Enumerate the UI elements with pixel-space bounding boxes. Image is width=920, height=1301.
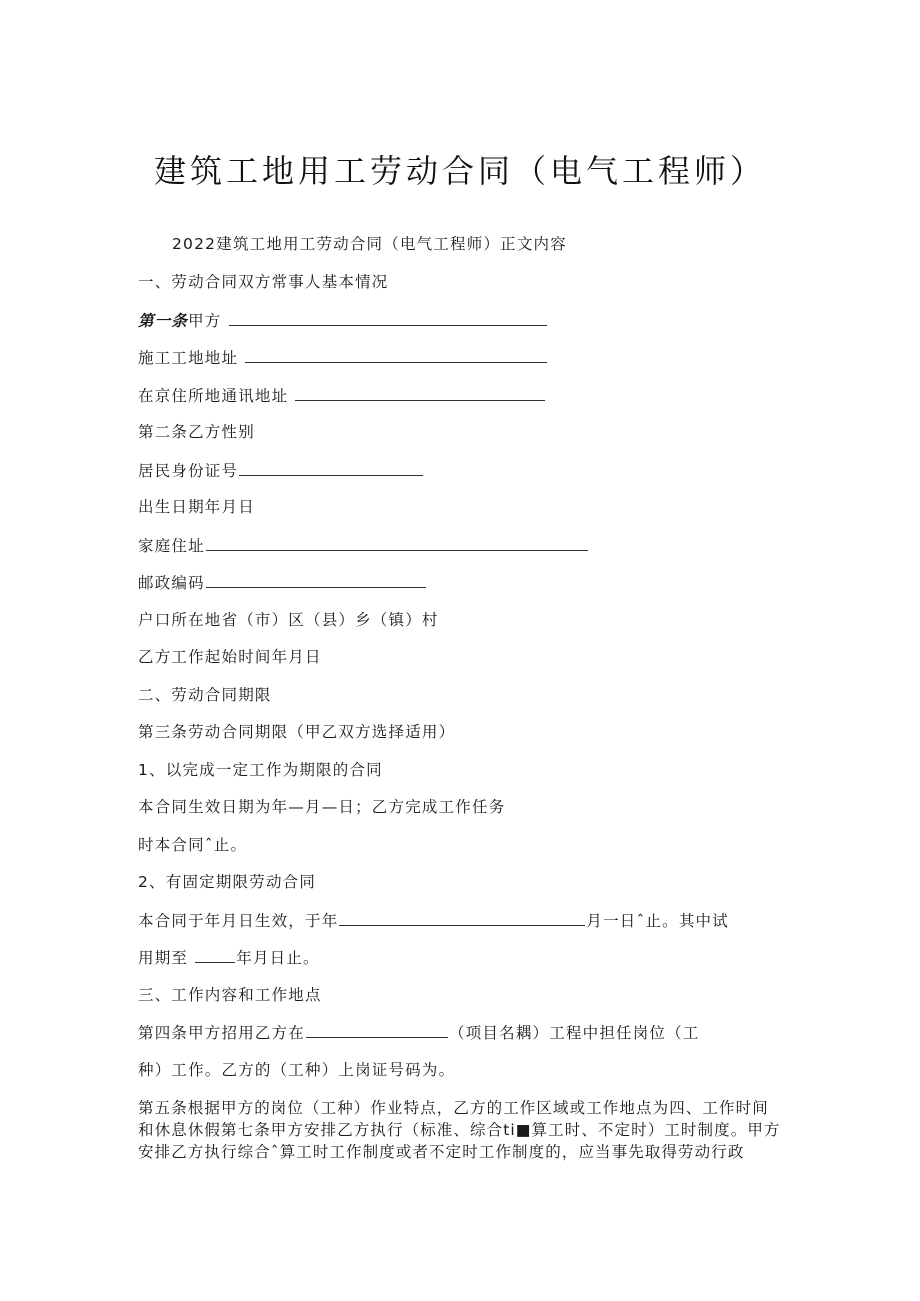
item-2-line-1-end: 月一日ˆ止。其中试 xyxy=(586,912,729,930)
postal-code-line xyxy=(138,571,427,594)
item-1-line-2: 时本合同ˆ止。 xyxy=(138,836,248,854)
item-2-end-date-blank xyxy=(339,909,585,926)
article-4-line-1 xyxy=(138,1021,700,1044)
section-heading-2: 二、劳动合同期限 xyxy=(138,686,272,704)
item-2-line-2 xyxy=(138,946,320,969)
id-number-label: 居民身份证号 xyxy=(138,462,239,480)
party-a-blank xyxy=(229,309,547,326)
item-2-line-1 xyxy=(138,909,729,932)
probation-blank xyxy=(195,946,235,963)
beijing-address-line xyxy=(138,384,546,407)
item-2-line-2-start: 用期至 xyxy=(138,949,189,967)
document-subtitle: 2022建筑工地用工劳动合同（电气工程师）正文内容 xyxy=(172,235,567,253)
id-number-line xyxy=(138,459,424,482)
item-2-line-1-start: 本合同于年月日生效，于年 xyxy=(138,912,339,930)
item-2-heading: 2、有固定期限劳动合同 xyxy=(138,873,317,891)
postal-code-blank xyxy=(206,571,426,588)
beijing-address-label: 在京住所地通讯地址 xyxy=(138,387,289,405)
article-1-line xyxy=(138,309,548,332)
id-number-blank xyxy=(239,459,423,476)
home-address-label: 家庭住址 xyxy=(138,537,205,555)
site-address-blank xyxy=(245,346,547,363)
birth-date: 出生日期年月日 xyxy=(138,498,255,516)
document-title: 建筑工地用工劳动合同（电气工程师） xyxy=(153,152,766,190)
article-4-end: （项目名耦）工程中担任岗位（工 xyxy=(449,1024,700,1042)
item-2-line-2-end: 年月日止。 xyxy=(236,949,320,967)
item-1-heading: 1、以完成一定工作为期限的合同 xyxy=(138,761,383,779)
article-2: 第二条乙方性别 xyxy=(138,423,255,441)
section-heading-3: 三、工作内容和工作地点 xyxy=(138,986,322,1004)
article-5-paragraph: 第五条根据甲方的岗位（工种）作业特点，乙方的工作区域或工作地点为四、工作时间和休息休假第七条甲方安排乙方执行（标准、综合ti■算工时、不定时）工时制度。甲方安排乙方执行综合ˆ算工时工作制度或者不定时工作制度的，应当事先取得劳动行政 xyxy=(138,1099,781,1161)
article-4-line-2: 种）工作。乙方的（工种）上岗证号码为。 xyxy=(138,1061,456,1079)
project-name-blank xyxy=(306,1021,448,1038)
home-address-line xyxy=(138,534,589,557)
home-address-blank xyxy=(206,534,588,551)
item-1-line-1: 本合同生效日期为年—月—日；乙方完成工作任务 xyxy=(138,798,506,816)
article-4-start: 第四条甲方招用乙方在 xyxy=(138,1024,306,1042)
site-address-label: 施工工地地址 xyxy=(138,349,239,367)
beijing-address-blank xyxy=(295,384,545,401)
article-3: 第三条劳动合同期限（甲乙双方选择适用） xyxy=(138,723,456,741)
start-date-line: 乙方工作起始时间年月日 xyxy=(138,648,322,666)
party-a-label: 甲方 xyxy=(188,312,222,330)
site-address-line xyxy=(138,346,548,369)
postal-code-label: 邮政编码 xyxy=(138,574,205,592)
hukou-line: 户口所在地省（市）区（县）乡（镇）村 xyxy=(138,611,439,629)
section-heading-1: 一、劳动合同双方常事人基本情况 xyxy=(138,273,389,291)
article-1-label: 第一条 xyxy=(138,312,189,330)
